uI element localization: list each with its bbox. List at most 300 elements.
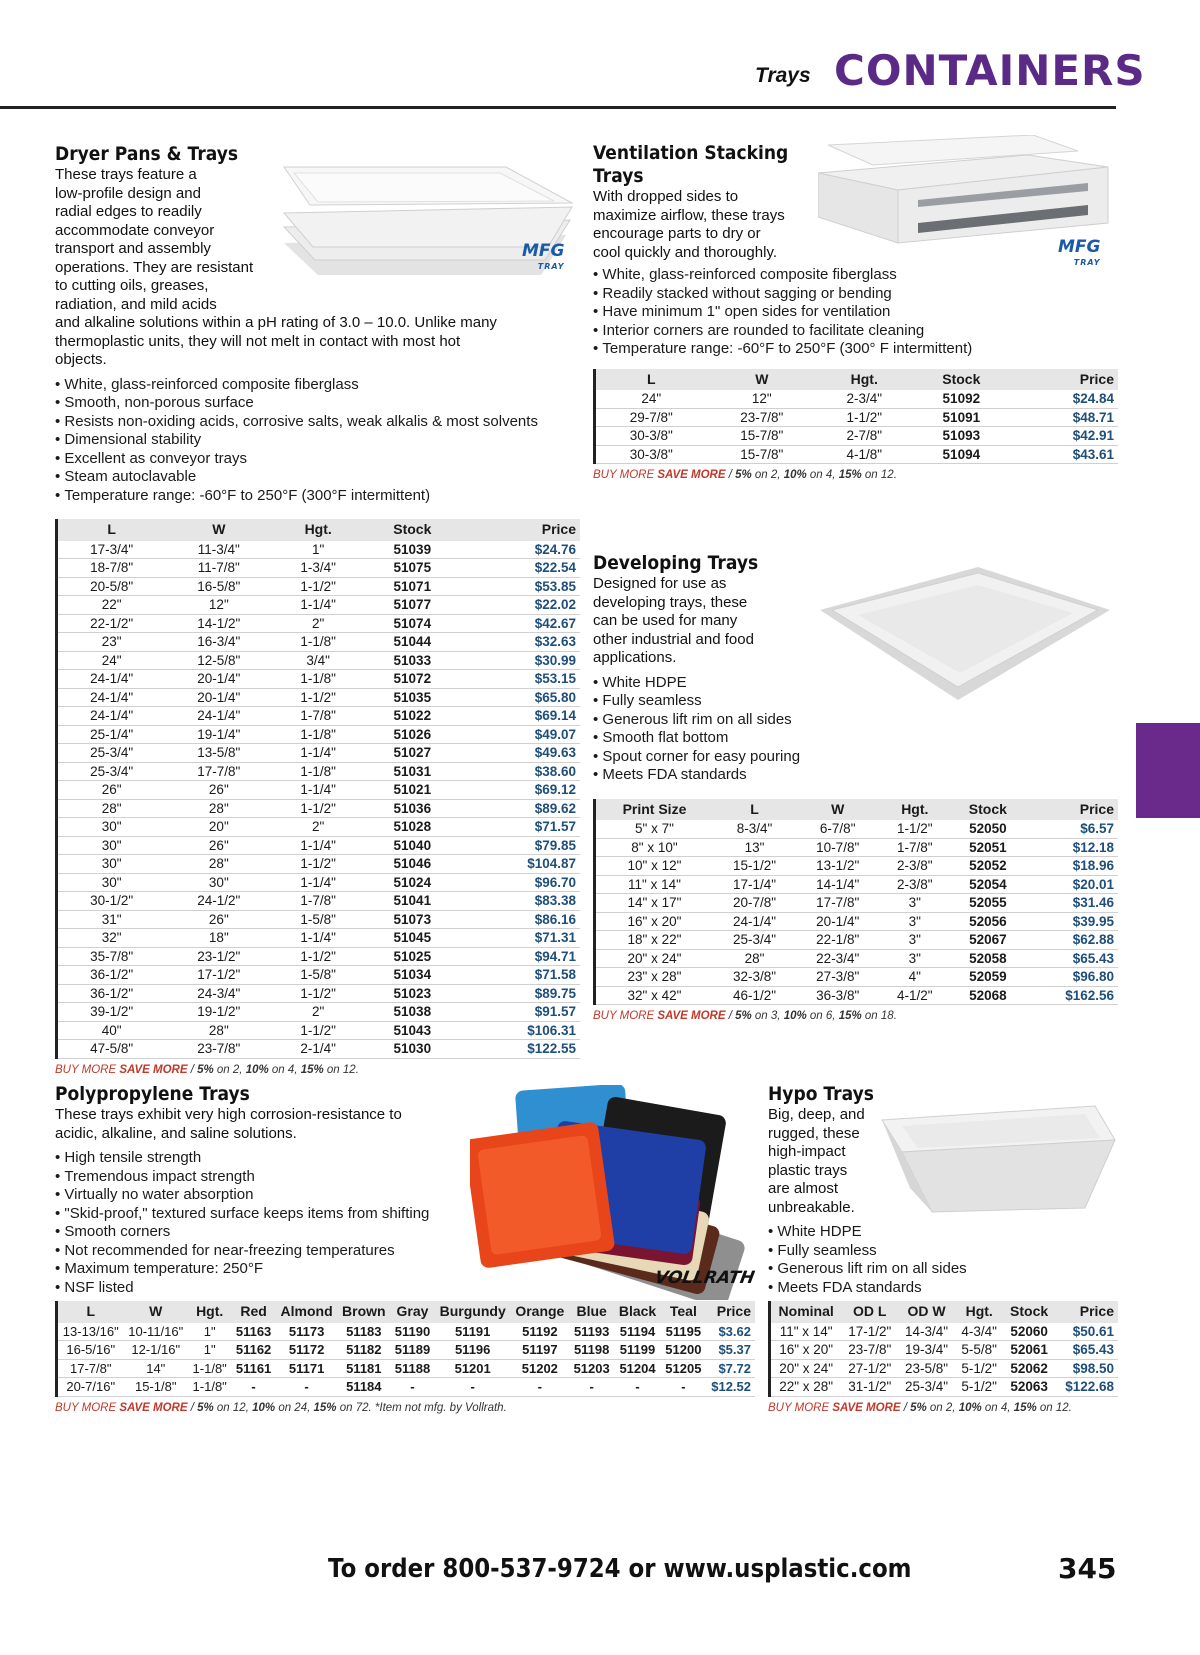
feature-item: • White, glass-reinforced composite fiberglass: [593, 266, 1113, 285]
table-cell: 26": [165, 910, 272, 929]
table-cell: 39-1/2": [58, 1003, 165, 1022]
feature-item: • "Skid-proof," textured surface keeps items from shifting: [55, 1205, 755, 1224]
feature-item: • Maximum temperature: 250°F: [55, 1260, 755, 1279]
table-cell: 28": [165, 855, 272, 874]
developing-tray-image: [818, 565, 1113, 705]
table-cell: 13-1/2": [796, 857, 879, 876]
table-cell: 24-1/4": [58, 670, 165, 689]
discount-text: SAVE MORE: [119, 1063, 188, 1076]
table-row: [771, 1341, 1118, 1360]
page-number: 345: [1058, 1552, 1117, 1585]
table-cell: 51074: [364, 614, 461, 633]
table-cell: 30-3/8": [596, 445, 707, 464]
feature-item: • High tensile strength: [55, 1149, 755, 1168]
feature-item: • Smooth flat bottom: [593, 729, 1118, 748]
table-cell: 1-1/2": [272, 947, 363, 966]
table-row: [58, 799, 580, 818]
table-cell: 8" x 10": [596, 838, 713, 857]
discount-text: 15%: [838, 469, 862, 481]
table-cell: 1-3/4": [272, 559, 363, 578]
table-cell: 1-1/4": [272, 781, 363, 800]
table-row: [58, 1040, 580, 1059]
table-row: [771, 1359, 1118, 1378]
mfg-tray-logo: MFG TRAY: [522, 241, 565, 271]
table-cell: 20-1/4": [796, 912, 879, 931]
discount-text: 5%: [197, 1063, 214, 1076]
header-title: CONTAINERS: [834, 46, 1146, 95]
table-cell: 51189: [390, 1341, 435, 1360]
table-cell: 20" x 24": [771, 1359, 841, 1378]
table-cell: 24-1/2": [165, 892, 272, 911]
table-cell: 23" x 28": [596, 968, 713, 987]
table-cell: 16" x 20": [771, 1341, 841, 1360]
column-header: Stock: [950, 799, 1025, 821]
hypo-tray-image: [880, 1100, 1120, 1215]
text-line: transport and assembly: [55, 240, 211, 257]
table-cell: 30": [58, 873, 165, 892]
table-row: [58, 947, 580, 966]
table-cell: 51034: [364, 966, 461, 985]
table-cell: 46-1/2": [713, 986, 796, 1005]
footer-order-info: To order 800-537-9724 or www.usplastic.com: [328, 1554, 912, 1584]
hypo-table: [771, 1301, 1118, 1397]
column-header: OD W: [898, 1301, 955, 1323]
table-row: [596, 986, 1118, 1005]
hypo-features: [768, 1223, 1120, 1297]
column-header: Brown: [337, 1301, 390, 1323]
table-cell: 11" x 14": [596, 875, 713, 894]
table-cell: 51075: [364, 559, 461, 578]
table-cell: 5" x 7": [596, 820, 713, 838]
table-row: [58, 1359, 755, 1378]
table-row: [596, 968, 1118, 987]
discount-text: /: [187, 1401, 198, 1414]
table-cell: $71.31: [461, 929, 580, 948]
table-cell: 51022: [364, 707, 461, 726]
text-line: applications.: [593, 649, 677, 666]
table-row: [58, 614, 580, 633]
discount-text: 5%: [735, 1010, 752, 1022]
table-cell: 25-1/4": [58, 725, 165, 744]
developing-discount: [593, 1010, 1118, 1022]
table-cell: 17-1/4": [713, 875, 796, 894]
text-line: unbreakable.: [768, 1198, 855, 1216]
table-cell: 2": [272, 614, 363, 633]
column-header: Hgt.: [817, 369, 911, 391]
table-cell: 1-1/8": [272, 762, 363, 781]
table-cell: 14": [124, 1359, 189, 1378]
table-cell: 51198: [569, 1341, 614, 1360]
table-cell: $43.61: [1011, 445, 1118, 464]
discount-text: BUY MORE: [593, 1010, 658, 1022]
discount-text: 15%: [1013, 1401, 1037, 1414]
table-cell: 51172: [276, 1341, 338, 1360]
discount-text: on 72. *Item not mfg. by Vollrath.: [336, 1401, 507, 1414]
developing-table: [596, 799, 1118, 1006]
table-cell: $39.95: [1025, 912, 1118, 931]
dryer-pans-table: [58, 519, 580, 1059]
table-cell: 3/4": [272, 651, 363, 670]
table-cell: 30": [58, 818, 165, 837]
column-header: OD L: [841, 1301, 898, 1323]
table-cell: 51038: [364, 1003, 461, 1022]
discount-text: SAVE MORE: [657, 469, 726, 481]
table-cell: 1-1/2": [272, 688, 363, 707]
feature-item: • Meets FDA standards: [768, 1279, 1120, 1298]
table-cell: $65.43: [1025, 949, 1118, 968]
text-line: high-impact: [768, 1143, 846, 1160]
table-cell: 51202: [511, 1359, 569, 1378]
table-cell: 12-5/8": [165, 651, 272, 670]
table-cell: 22-1/8": [796, 931, 879, 950]
table-cell: -: [390, 1378, 435, 1397]
feature-item: • Fully seamless: [768, 1242, 1120, 1261]
table-cell: 51040: [364, 836, 461, 855]
table-cell: 35-7/8": [58, 947, 165, 966]
polypropylene-table: [58, 1301, 755, 1397]
table-cell: $22.02: [461, 596, 580, 615]
table-cell: 32-3/8": [713, 968, 796, 987]
table-row: [58, 929, 580, 948]
table-row: [58, 781, 580, 800]
discount-text: on 6,: [806, 1010, 839, 1022]
table-cell: $104.87: [461, 855, 580, 874]
table-cell: 14-1/4": [796, 875, 879, 894]
table-cell: -: [569, 1378, 614, 1397]
discount-text: on 2,: [926, 1401, 959, 1414]
section-tab: [1136, 723, 1200, 818]
table-cell: 52062: [1003, 1359, 1054, 1378]
text-line: and alkaline solutions within a pH rating of 3.0 – 10.0. Unlike many: [55, 314, 497, 331]
discount-text: BUY MORE: [55, 1063, 120, 1076]
table-cell: 23-7/8": [165, 1040, 272, 1059]
hypo-title: Hypo Trays: [768, 1083, 874, 1105]
table-cell: $79.85: [461, 836, 580, 855]
column-header: W: [165, 519, 272, 541]
text-line: are almost: [768, 1180, 839, 1197]
column-header: Blue: [569, 1301, 614, 1323]
table-cell: 23-7/8": [841, 1341, 898, 1360]
table-cell: 52055: [950, 894, 1025, 913]
discount-text: BUY MORE: [593, 469, 658, 481]
table-cell: $69.14: [461, 707, 580, 726]
table-cell: $24.76: [461, 541, 580, 559]
table-cell: 52061: [1003, 1341, 1054, 1360]
table-cell: 52059: [950, 968, 1025, 987]
table-cell: 16-3/4": [165, 633, 272, 652]
table-row: [58, 541, 580, 559]
discount-text: on 4,: [981, 1401, 1014, 1414]
table-cell: 19-1/2": [165, 1003, 272, 1022]
table-cell: $32.63: [461, 633, 580, 652]
text-line: plastic trays: [768, 1161, 848, 1179]
table-cell: 2": [272, 1003, 363, 1022]
text-line: acidic, alkaline, and saline solutions.: [55, 1124, 297, 1142]
table-cell: 3": [879, 912, 950, 931]
table-cell: 27-3/8": [796, 968, 879, 987]
table-cell: 52067: [950, 931, 1025, 950]
text-line: operations. They are resistant: [55, 258, 254, 276]
table-row: [596, 931, 1118, 950]
table-cell: 25-3/4": [58, 744, 165, 763]
table-row: [596, 857, 1118, 876]
table-cell: $50.61: [1055, 1323, 1118, 1341]
table-cell: 29-7/8": [596, 408, 707, 427]
text-line: rugged, these: [768, 1124, 860, 1142]
table-cell: 4-1/2": [879, 986, 950, 1005]
table-cell: 52054: [950, 875, 1025, 894]
table-cell: $6.57: [1025, 820, 1118, 838]
discount-text: 5%: [735, 469, 752, 481]
table-cell: 1-1/2": [272, 799, 363, 818]
table-cell: $12.52: [706, 1378, 755, 1397]
column-header: Red: [231, 1301, 276, 1323]
text-line: Ventilation Stacking: [593, 142, 789, 164]
column-header: Gray: [390, 1301, 435, 1323]
feature-item: • White HDPE: [593, 674, 1118, 693]
table-cell: $69.12: [461, 781, 580, 800]
table-cell: 51026: [364, 725, 461, 744]
table-cell: 18-7/8": [58, 559, 165, 578]
discount-text: /: [187, 1063, 198, 1076]
table-row: [58, 577, 580, 596]
discount-text: 15%: [838, 1010, 862, 1022]
table-cell: 25-3/4": [713, 931, 796, 950]
column-header: Hgt.: [879, 799, 950, 821]
polypropylene-title: Polypropylene Trays: [55, 1083, 250, 1105]
table-cell: $62.88: [1025, 931, 1118, 950]
table-cell: 1-1/2": [879, 820, 950, 838]
discount-text: /: [900, 1401, 911, 1414]
feature-item: • White, glass-reinforced composite fiberglass: [55, 376, 575, 395]
ventilation-features: [593, 266, 1113, 359]
table-cell: 26": [165, 836, 272, 855]
table-cell: 2-3/8": [879, 875, 950, 894]
table-cell: $53.15: [461, 670, 580, 689]
table-cell: 51041: [364, 892, 461, 911]
table-cell: 30": [58, 836, 165, 855]
feature-item: • Excellent as conveyor trays: [55, 450, 575, 469]
discount-text: on 12.: [1036, 1401, 1072, 1414]
table-cell: 1": [188, 1341, 231, 1360]
table-cell: 17-3/4": [58, 541, 165, 559]
table-cell: 31-1/2": [841, 1378, 898, 1397]
table-cell: 51071: [364, 577, 461, 596]
table-cell: 26": [58, 781, 165, 800]
feature-item: • Fully seamless: [593, 692, 1118, 711]
table-cell: $89.75: [461, 984, 580, 1003]
table-cell: 8-3/4": [713, 820, 796, 838]
table-cell: 51203: [569, 1359, 614, 1378]
column-header: Price: [706, 1301, 755, 1323]
table-cell: 1-1/4": [272, 873, 363, 892]
text-line: Trays: [593, 165, 644, 187]
table-row: [596, 875, 1118, 894]
table-cell: 1-1/4": [272, 836, 363, 855]
table-row: [58, 1341, 755, 1360]
table-row: [58, 836, 580, 855]
table-cell: 14" x 17": [596, 894, 713, 913]
discount-text: on 12.: [861, 469, 897, 481]
table-cell: 30": [165, 873, 272, 892]
table-cell: 11" x 14": [771, 1323, 841, 1341]
text-line: radiation, and mild acids: [55, 295, 217, 313]
table-cell: $89.62: [461, 799, 580, 818]
text-line: developing trays, these: [593, 593, 748, 611]
table-cell: 51044: [364, 633, 461, 652]
table-cell: 12": [707, 390, 818, 408]
column-header: Stock: [911, 369, 1011, 391]
table-cell: 51091: [911, 408, 1011, 427]
table-cell: 52068: [950, 986, 1025, 1005]
table-cell: 1-7/8": [879, 838, 950, 857]
table-cell: $65.43: [1055, 1341, 1118, 1360]
column-header: W: [124, 1301, 189, 1323]
table-cell: 15-1/2": [713, 857, 796, 876]
table-cell: 51204: [614, 1359, 660, 1378]
table-cell: 14-1/2": [165, 614, 272, 633]
feature-item: • Not recommended for near-freezing temperatures: [55, 1242, 755, 1261]
table-cell: 11-7/8": [165, 559, 272, 578]
table-row: [58, 855, 580, 874]
table-row: [596, 949, 1118, 968]
discount-text: 10%: [783, 1010, 807, 1022]
table-cell: 10-7/8": [796, 838, 879, 857]
column-header: Stock: [364, 519, 461, 541]
table-cell: 51196: [435, 1341, 511, 1360]
table-cell: $22.54: [461, 559, 580, 578]
table-cell: 20-7/8": [713, 894, 796, 913]
column-header: Price: [461, 519, 580, 541]
table-cell: 2-3/4": [817, 390, 911, 408]
table-cell: $49.07: [461, 725, 580, 744]
column-header: Hgt.: [188, 1301, 231, 1323]
table-cell: $48.71: [1011, 408, 1118, 427]
table-row: [596, 408, 1118, 427]
table-cell: 51039: [364, 541, 461, 559]
feature-item: • Smooth corners: [55, 1223, 755, 1242]
text-line: can be used for many: [593, 612, 738, 629]
table-cell: 51163: [231, 1323, 276, 1341]
table-cell: 51028: [364, 818, 461, 837]
table-cell: 51093: [911, 427, 1011, 446]
table-cell: 22": [58, 596, 165, 615]
table-cell: 51021: [364, 781, 461, 800]
table-cell: 10" x 12": [596, 857, 713, 876]
column-header: Hgt.: [272, 519, 363, 541]
feature-item: • White HDPE: [768, 1223, 1120, 1242]
table-cell: 28": [58, 799, 165, 818]
table-cell: 52058: [950, 949, 1025, 968]
table-cell: 52050: [950, 820, 1025, 838]
table-cell: $94.71: [461, 947, 580, 966]
text-line: objects.: [55, 351, 107, 368]
table-row: [58, 651, 580, 670]
table-cell: 52063: [1003, 1378, 1054, 1397]
table-cell: 4-3/4": [955, 1323, 1003, 1341]
table-cell: 23-1/2": [165, 947, 272, 966]
table-cell: 10-11/16": [124, 1323, 189, 1341]
table-cell: 24-1/4": [58, 707, 165, 726]
table-cell: 51045: [364, 929, 461, 948]
table-cell: 5-5/8": [955, 1341, 1003, 1360]
table-cell: 1": [188, 1323, 231, 1341]
feature-item: • Meets FDA standards: [593, 766, 1118, 785]
table-cell: 51188: [390, 1359, 435, 1378]
text-line: thermoplastic units, they will not melt in contact with most hot: [55, 332, 461, 350]
header-rule: [0, 106, 1116, 109]
text-line: other industrial and food: [593, 630, 754, 648]
table-cell: 20-7/16": [58, 1378, 124, 1397]
table-cell: 36-3/8": [796, 986, 879, 1005]
table-cell: 51199: [614, 1341, 660, 1360]
table-row: [58, 892, 580, 911]
table-cell: 3": [879, 931, 950, 950]
table-row: [596, 894, 1118, 913]
column-header: L: [58, 1301, 124, 1323]
table-row: [596, 390, 1118, 408]
text-line: to cutting oils, greases,: [55, 277, 209, 294]
table-cell: 24-1/4": [58, 688, 165, 707]
table-cell: 52056: [950, 912, 1025, 931]
mfg-tray-logo-2: MFG TRAY: [1058, 237, 1101, 267]
table-cell: 1-7/8": [272, 892, 363, 911]
table-row: [58, 873, 580, 892]
table-cell: 15-1/8": [124, 1378, 189, 1397]
table-cell: 51031: [364, 762, 461, 781]
table-cell: 22-3/4": [796, 949, 879, 968]
vollrath-logo: VOLLRATH: [653, 1268, 757, 1288]
table-cell: 16-5/16": [58, 1341, 124, 1360]
table-cell: 40": [58, 1021, 165, 1040]
feature-item: • Temperature range: -60°F to 250°F (300°F intermittent): [55, 487, 575, 506]
table-cell: 1-1/2": [272, 855, 363, 874]
discount-text: SAVE MORE: [832, 1401, 901, 1414]
discount-text: on 4,: [268, 1063, 301, 1076]
ventilation-table: [596, 369, 1118, 465]
table-row: [58, 1021, 580, 1040]
discount-text: on 2,: [213, 1063, 246, 1076]
table-cell: $71.57: [461, 818, 580, 837]
table-cell: 6-7/8": [796, 820, 879, 838]
table-cell: 51035: [364, 688, 461, 707]
dryer-pans-section: [55, 143, 575, 1076]
column-header: Price: [1011, 369, 1118, 391]
feature-item: • Virtually no water absorption: [55, 1186, 755, 1205]
table-cell: 1-1/4": [272, 596, 363, 615]
table-cell: 51030: [364, 1040, 461, 1059]
table-cell: 28": [713, 949, 796, 968]
table-cell: $18.96: [1025, 857, 1118, 876]
table-cell: -: [276, 1378, 338, 1397]
table-cell: $31.46: [1025, 894, 1118, 913]
table-cell: 52052: [950, 857, 1025, 876]
column-header: Almond: [276, 1301, 338, 1323]
table-cell: 51192: [511, 1323, 569, 1341]
table-cell: 51162: [231, 1341, 276, 1360]
table-cell: -: [661, 1378, 706, 1397]
table-row: [58, 707, 580, 726]
text-line: cool quickly and thoroughly.: [593, 243, 777, 261]
column-header: Price: [1055, 1301, 1118, 1323]
table-cell: 51195: [661, 1323, 706, 1341]
column-header: W: [707, 369, 818, 391]
table-cell: 1-5/8": [272, 966, 363, 985]
table-cell: 20-1/4": [165, 670, 272, 689]
table-cell: 28": [165, 799, 272, 818]
table-cell: 17-7/8": [165, 762, 272, 781]
feature-item: • Generous lift rim on all sides: [768, 1260, 1120, 1279]
